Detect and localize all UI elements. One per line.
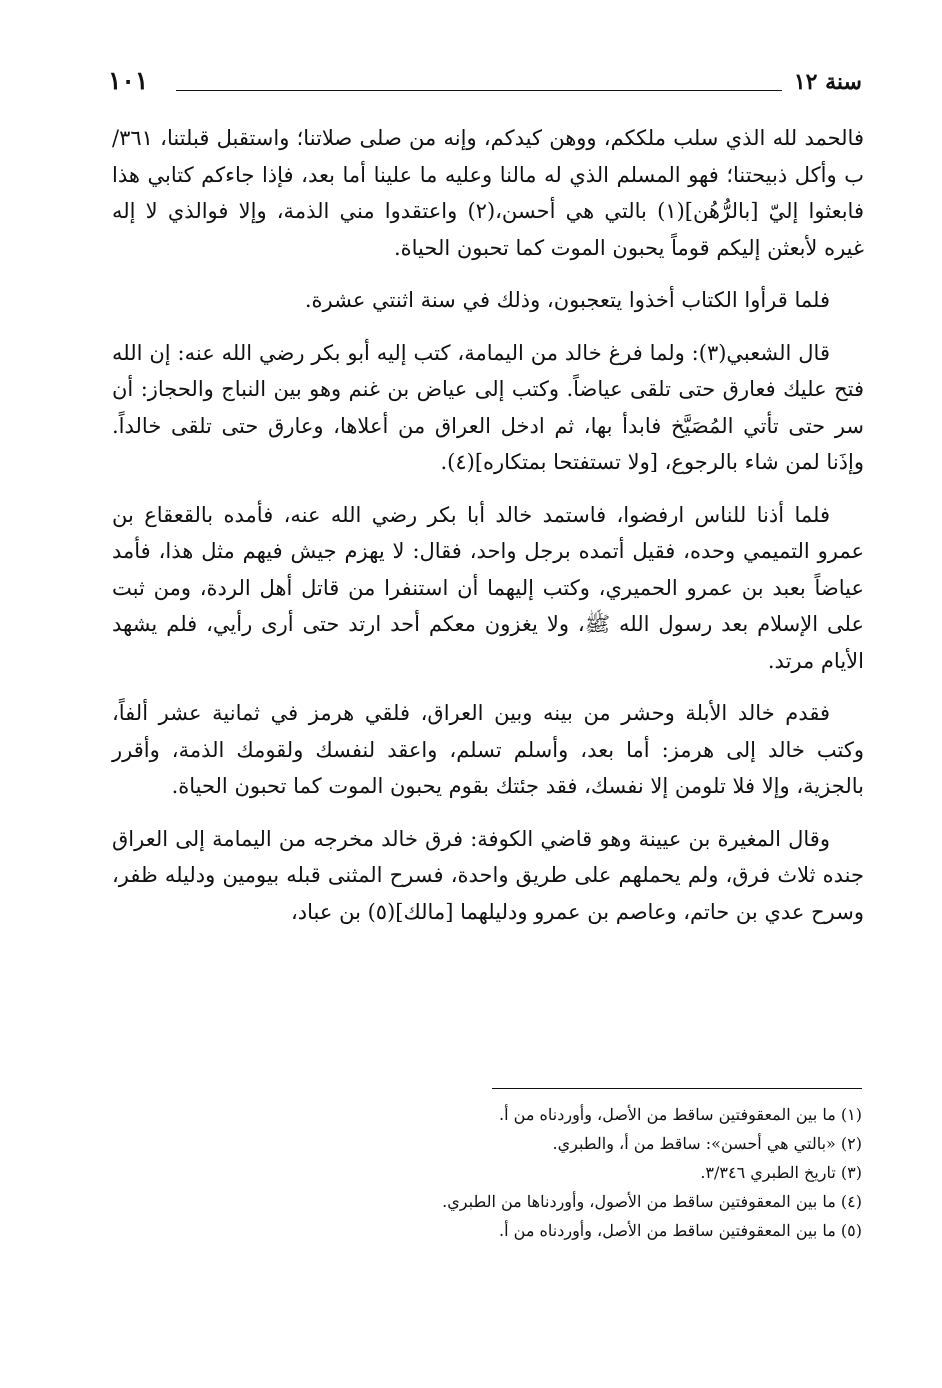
footnote-item: (٣) تاريخ الطبري ٣/٣٤٦. xyxy=(700,1163,862,1182)
paragraph-mughira: وقال المغيرة بن عيينة وهو قاضي الكوفة: فرق خالد مخرجه من اليمامة إلى العراق جنده ثلاث فرق، ولم يحملهم على طريق واحدة، فسرح المثنى قبله بيومين ودليله ظفر، وسرح عدي بن حاتم، وعاصم بن عمرو ودليلهما [مالك](٥) بن عباد، xyxy=(112,826,864,924)
paragraph-hurmuz: فقدم خالد الأبلة وحشر من بينه وبين العراق، فلقي هرمز في ثمانية عشر ألفاً، وكتب خالد إلى هرمز: أما بعد، وأسلم تسلم، واعقد لنفسك ولقومك الذمة، وأقرر بالجزية، وإلا فلا تلومن إلا نفسك، فقد جئتك بقوم يحبون الموت كما تحبون الحياة. xyxy=(112,701,864,798)
page-header xyxy=(108,66,862,106)
page-number: ١٠١ xyxy=(108,66,149,95)
footnote-rule xyxy=(492,1088,862,1089)
paragraph-letter: فالحمد لله الذي سلب ملككم، ووهن كيدكم، وإنه من صلى صلاتنا؛ واستقبل قبلتنا، ٣٦١/ب وأكل ذبيحتنا؛ فهو المسلم الذي له مالنا وعليه ما علينا أما بعد، فإذا جاءكم كتابي هذا فابعثوا إليّ [بالرُّهُن](١) بالتي هي أحسن،(٢) واعتقدوا مني الذمة، وإلا فوالذي لا إله غيره لأبعثن إليكم قوماً يحبون الموت كما تحبون الحياة. xyxy=(112,126,864,260)
footnote-item: (٤) ما بين المعقوفتين ساقط من الأصول، وأوردناها من الطبري. xyxy=(442,1192,862,1211)
header-rule xyxy=(176,90,782,91)
footnote-item: (٢) «بالتي هي أحسن»: ساقط من أ، والطبري. xyxy=(552,1134,862,1153)
main-text xyxy=(112,120,864,946)
paragraph-reinforcement: فلما أذنا للناس ارفضوا، فاستمد خالد أبا بكر رضي الله عنه، فأمده بالقعقاع بن عمرو التميمي وحده، فقيل أتمده برجل واحد، فقال: لا يهزم جيش فيهم مثل هذا، فأمد عياضاً بعبد بن عمرو الحميري، وكتب إليهما أن استنفرا من قاتل أهل الردة، ومن ثبت على الإسلام بعد رسول الله ﷺ، ولا يغزون معكم أحد ارتد حتى أرى رأيي، فلم يشهد الأيام مرتد. xyxy=(112,502,864,673)
paragraph-shabi: قال الشعبي(٣): ولما فرغ خالد من اليمامة، كتب إليه أبو بكر رضي الله عنه: إن الله فتح عليك فعارق حتى تلقى عياضاً. وكتب إلى عياض بن غنم وهو بين النباج والحجاز: أن سر حتى تأتي المُصَيَّخ فابدأ بها، ثم ادخل العراق من أعلاها، وعارق حتى تلقى خالداً. وإذَنا لمن شاء بالرجوع، [ولا تستفتحا بمتكاره](٤). xyxy=(112,340,864,474)
footnote-item: (٥) ما بين المعقوفتين ساقط من الأصل، وأوردناه من أ. xyxy=(499,1221,862,1240)
running-head: سنة ١٢ xyxy=(793,69,862,95)
footnote-item: (١) ما بين المعقوفتين ساقط من الأصل، وأوردناه من أ. xyxy=(499,1105,862,1124)
footnotes xyxy=(112,1100,862,1245)
paragraph-reading: فلما قرأوا الكتاب أخذوا يتعجبون، وذلك في سنة اثنتي عشرة. xyxy=(304,288,830,312)
